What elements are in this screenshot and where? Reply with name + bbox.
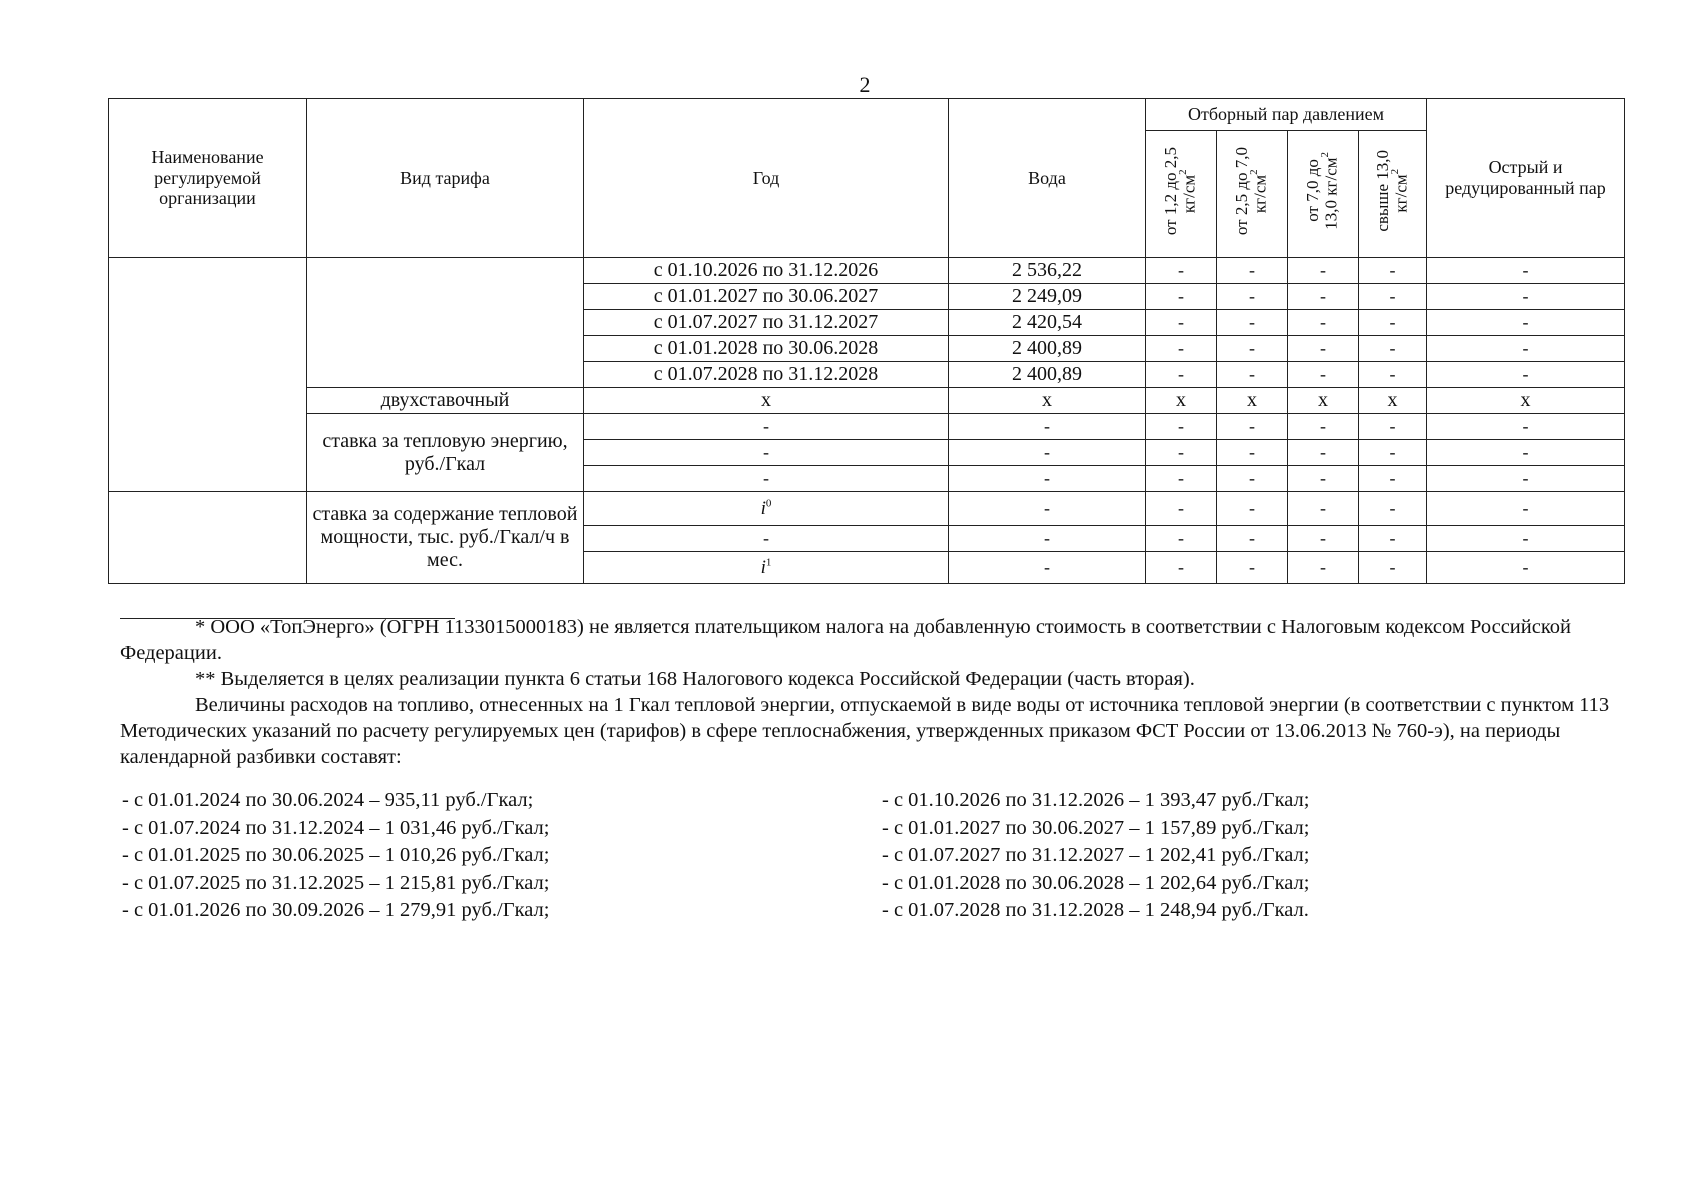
fuel-cost-item: - с 01.10.2026 по 31.12.2026 – 1 393,47 руб./Гкал;: [882, 789, 1310, 811]
tariff-table: [108, 98, 1625, 584]
heat-steam-3-cell: -: [1288, 440, 1359, 466]
two-rate-sharp-mark: x: [1427, 388, 1625, 414]
header-year: Год: [584, 99, 949, 258]
fuel-cost-item: - с 01.01.2026 по 30.09.2026 – 1 279,91 руб./Гкал;: [122, 899, 550, 921]
capacity-water-cell: -: [949, 552, 1146, 584]
period-cell: с 01.10.2026 по 31.12.2026: [584, 258, 949, 284]
period-cell: с 01.01.2028 по 30.06.2028: [584, 336, 949, 362]
capacity-steam-3-cell: -: [1288, 552, 1359, 584]
heat-rate-label: ставка за тепловую энергию, руб./Гкал: [307, 414, 584, 492]
steam-1-sup: 2: [1177, 169, 1190, 175]
heat-steam-1-cell: -: [1146, 440, 1217, 466]
steam-3-cell: -: [1288, 310, 1359, 336]
capacity-steam-1-cell: -: [1146, 552, 1217, 584]
steam-4-line2: кг/см: [1391, 174, 1411, 213]
steam-3-cell: -: [1288, 336, 1359, 362]
heat-year-cell: -: [584, 466, 949, 492]
header-steam-1: [1146, 131, 1217, 258]
steam-2-cell: -: [1217, 258, 1288, 284]
header-steam-3: [1288, 131, 1359, 258]
header-steam-4: [1359, 131, 1427, 258]
steam-1-line1: от 1,2 до 2,5: [1161, 147, 1181, 236]
water-cell: 2 400,89: [949, 362, 1146, 388]
footnotes: [120, 614, 1620, 770]
steam-4-cell: -: [1359, 362, 1427, 388]
water-cell: 2 249,09: [949, 284, 1146, 310]
fuel-cost-item: - с 01.07.2027 по 31.12.2027 – 1 202,41 руб./Гкал;: [882, 844, 1310, 866]
i-symbol: i: [760, 557, 766, 578]
capacity-sharp-cell: -: [1427, 526, 1625, 552]
steam-4-sup: 2: [1388, 169, 1401, 175]
two-rate-water-mark: x: [949, 388, 1146, 414]
steam-2-cell: -: [1217, 310, 1288, 336]
page-number: 2: [859, 72, 871, 97]
water-cell: 2 536,22: [949, 258, 1146, 284]
steam-3-sup: 2: [1319, 152, 1332, 158]
water-cell: 2 420,54: [949, 310, 1146, 336]
heat-steam-1-cell: -: [1146, 466, 1217, 492]
heat-steam-4-cell: -: [1359, 440, 1427, 466]
sharp-steam-cell: -: [1427, 362, 1625, 388]
steam-1-cell: -: [1146, 362, 1217, 388]
two-rate-steam-4-mark: x: [1359, 388, 1427, 414]
capacity-rate-label: ставка за содержание тепловой мощности, тыс. руб./Гкал/ч в мес.: [307, 492, 584, 584]
steam-4-cell: -: [1359, 284, 1427, 310]
i0-sup: 0: [765, 497, 772, 510]
steam-1-cell: -: [1146, 284, 1217, 310]
heat-steam-1-cell: -: [1146, 414, 1217, 440]
fuel-cost-column-right: [882, 787, 1309, 925]
footnote-tax-code: ** Выделяется в целях реализации пункта 6 статьи 168 Налогового кодекса Российской Федерации (часть вторая).: [195, 668, 1195, 690]
sharp-steam-cell: -: [1427, 258, 1625, 284]
capacity-i0-cell: [584, 492, 949, 526]
heat-sharp-cell: -: [1427, 440, 1625, 466]
steam-2-cell: -: [1217, 284, 1288, 310]
heat-steam-2-cell: -: [1217, 440, 1288, 466]
steam-4-cell: -: [1359, 336, 1427, 362]
header-steam-2: [1217, 131, 1288, 258]
steam-1-cell: -: [1146, 336, 1217, 362]
fuel-cost-intro: Величины расходов на топливо, отнесенных на 1 Гкал тепловой энергии, отпускаемой в виде воды от источника тепловой энергии (в соответствии с пунктом 113 Методических указаний по расчету регулируемых цен (тарифов) в сфере теплоснабжения, утвержденных приказом ФСТ России от 13.06.2013 № 760-э), на периоды календарной разбивки составят:: [120, 694, 1610, 768]
heat-year-cell: -: [584, 414, 949, 440]
capacity-year-cell: -: [584, 526, 949, 552]
capacity-steam-3-cell: -: [1288, 492, 1359, 526]
tariff-type-cell: [307, 258, 584, 388]
steam-1-cell: -: [1146, 310, 1217, 336]
steam-3-line1: от 7,0 до: [1303, 159, 1323, 223]
table-row: [109, 414, 1625, 440]
table-row: [109, 258, 1625, 284]
capacity-water-cell: -: [949, 492, 1146, 526]
capacity-steam-4-cell: -: [1359, 492, 1427, 526]
sharp-steam-cell: -: [1427, 310, 1625, 336]
steam-1-line2: кг/см: [1180, 174, 1199, 213]
fuel-cost-item: - с 01.01.2027 по 30.06.2027 – 1 157,89 руб./Гкал;: [882, 816, 1310, 839]
steam-3-cell: -: [1288, 284, 1359, 310]
i1-sup: 1: [765, 556, 772, 569]
header-sharp-steam: Острый и редуцированный пар: [1427, 99, 1625, 258]
footnote-vat: * ООО «ТопЭнерго» (ОГРН 1133015000183) не является плательщиком налога на добавленную стоимость в соответствии с Налоговым кодексом Российской Федерации.: [120, 616, 1571, 664]
heat-water-cell: -: [949, 466, 1146, 492]
heat-steam-3-cell: -: [1288, 466, 1359, 492]
steam-4-line1: свыше 13,0: [1372, 150, 1392, 232]
heat-year-cell: -: [584, 440, 949, 466]
fuel-cost-item: - с 01.07.2024 по 31.12.2024 – 1 031,46 руб./Гкал;: [122, 816, 550, 839]
sharp-steam-cell: -: [1427, 336, 1625, 362]
i-symbol: i: [760, 498, 766, 519]
two-rate-steam-1-mark: x: [1146, 388, 1217, 414]
steam-3-line2: 13,0 кг/см: [1322, 157, 1341, 230]
capacity-water-cell: -: [949, 526, 1146, 552]
two-rate-steam-3-mark: x: [1288, 388, 1359, 414]
steam-2-cell: -: [1217, 362, 1288, 388]
steam-4-cell: -: [1359, 310, 1427, 336]
fuel-cost-item: - с 01.01.2028 по 30.06.2028 – 1 202,64 руб./Гкал;: [882, 871, 1310, 894]
steam-2-sup: 2: [1248, 169, 1261, 175]
capacity-sharp-cell: -: [1427, 552, 1625, 584]
water-cell: 2 400,89: [949, 336, 1146, 362]
heat-sharp-cell: -: [1427, 414, 1625, 440]
sharp-steam-cell: -: [1427, 284, 1625, 310]
heat-steam-4-cell: -: [1359, 414, 1427, 440]
fuel-cost-item: - с 01.07.2028 по 31.12.2028 – 1 248,94 руб./Гкал.: [882, 899, 1309, 921]
header-steam-group: Отборный пар давлением: [1146, 99, 1427, 131]
header-tariff-type: Вид тарифа: [307, 99, 584, 258]
heat-steam-2-cell: -: [1217, 466, 1288, 492]
capacity-steam-1-cell: -: [1146, 492, 1217, 526]
capacity-steam-4-cell: -: [1359, 526, 1427, 552]
fuel-cost-item: - с 01.07.2025 по 31.12.2025 – 1 215,81 руб./Гкал;: [122, 871, 550, 894]
org-cell: [109, 258, 307, 492]
capacity-steam-2-cell: -: [1217, 492, 1288, 526]
steam-4-cell: -: [1359, 258, 1427, 284]
steam-3-cell: -: [1288, 258, 1359, 284]
org-cell-lower: [109, 492, 307, 584]
heat-steam-2-cell: -: [1217, 414, 1288, 440]
heat-water-cell: -: [949, 440, 1146, 466]
fuel-cost-item: - с 01.01.2025 по 30.06.2025 – 1 010,26 руб./Гкал;: [122, 844, 550, 866]
capacity-steam-1-cell: -: [1146, 526, 1217, 552]
capacity-steam-4-cell: -: [1359, 552, 1427, 584]
steam-1-cell: -: [1146, 258, 1217, 284]
heat-sharp-cell: -: [1427, 466, 1625, 492]
two-rate-steam-2-mark: x: [1217, 388, 1288, 414]
table-row-two-rate: [109, 388, 1625, 414]
period-cell: с 01.07.2027 по 31.12.2027: [584, 310, 949, 336]
fuel-cost-column-left: [122, 787, 549, 925]
steam-2-cell: -: [1217, 336, 1288, 362]
table-row: [109, 492, 1625, 526]
header-org: Наименование регулируемой организации: [109, 99, 307, 258]
steam-2-line2: кг/см: [1251, 174, 1270, 213]
heat-steam-3-cell: -: [1288, 414, 1359, 440]
heat-steam-4-cell: -: [1359, 466, 1427, 492]
capacity-steam-3-cell: -: [1288, 526, 1359, 552]
capacity-i1-cell: [584, 552, 949, 584]
heat-water-cell: -: [949, 414, 1146, 440]
capacity-sharp-cell: -: [1427, 492, 1625, 526]
capacity-steam-2-cell: -: [1217, 526, 1288, 552]
steam-3-cell: -: [1288, 362, 1359, 388]
two-rate-label: двухставочный: [307, 388, 584, 414]
period-cell: с 01.01.2027 по 30.06.2027: [584, 284, 949, 310]
header-water: Вода: [949, 99, 1146, 258]
fuel-cost-item: - с 01.01.2024 по 30.06.2024 – 935,11 руб./Гкал;: [122, 789, 534, 811]
capacity-steam-2-cell: -: [1217, 552, 1288, 584]
period-cell: с 01.07.2028 по 31.12.2028: [584, 362, 949, 388]
steam-2-line1: от 2,5 до 7,0: [1232, 147, 1252, 236]
two-rate-year-mark: x: [584, 388, 949, 414]
